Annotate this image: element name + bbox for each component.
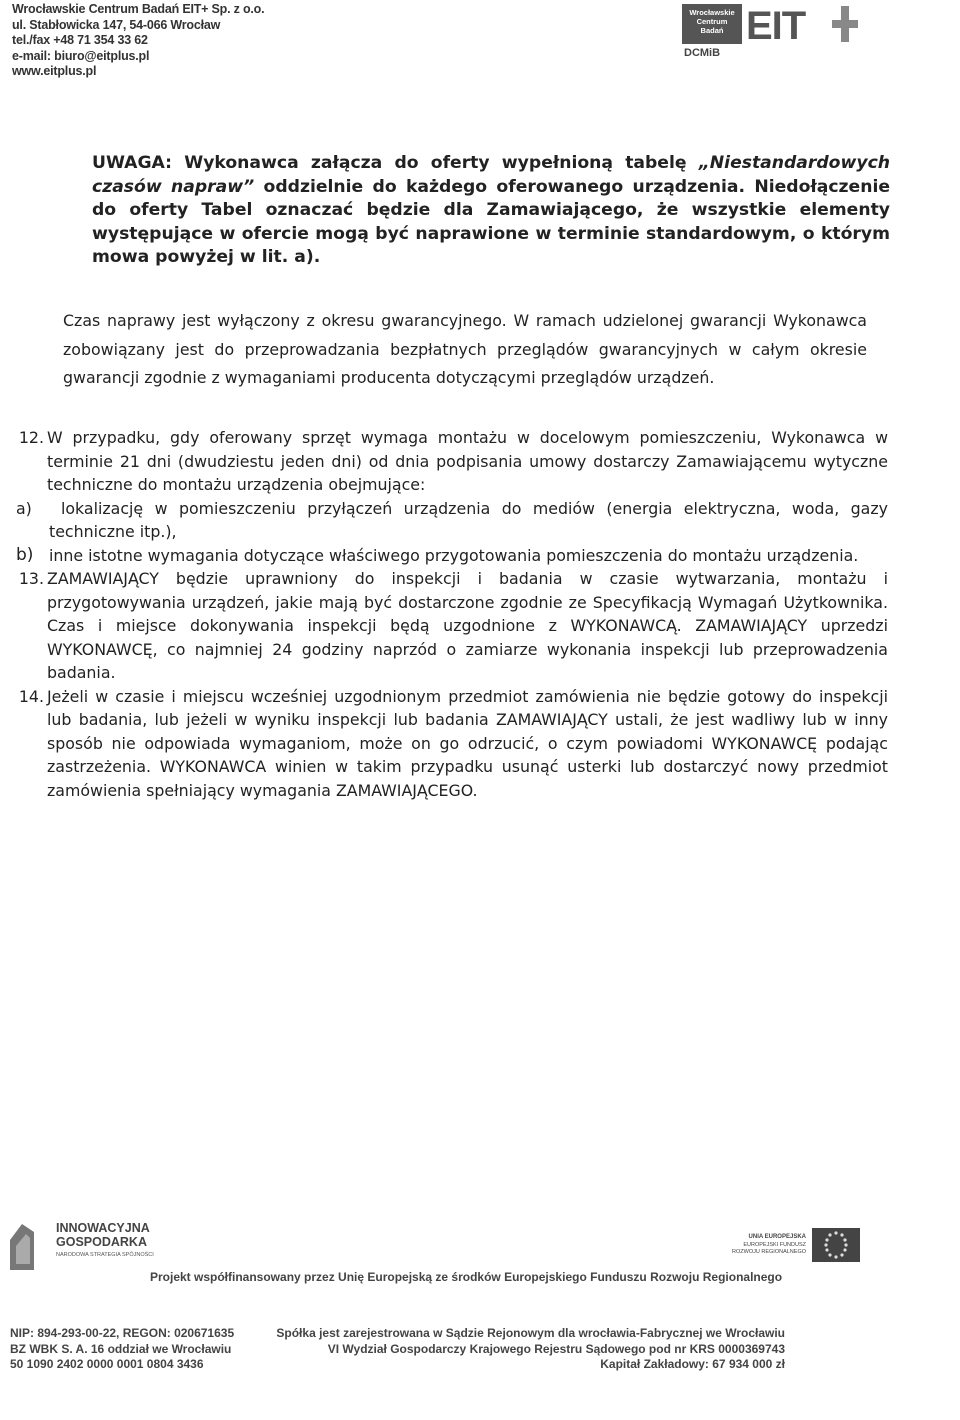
company-phone: tel./fax +48 71 354 33 62 (12, 33, 148, 47)
ig-line2: GOSPODARKA (56, 1235, 147, 1249)
project-cofinancing-note: Projekt współfinansowany przez Unię Europejską ze środków Europejskiego Funduszu Rozwoju Regionalnego (150, 1270, 783, 1284)
sub-item (16, 544, 888, 568)
plus-icon (832, 6, 858, 42)
notice-italic: „Niestandardowych czasów napraw” (92, 153, 890, 197)
sub-item-text: lokalizację w pomieszczeniu przyłączeń urządzenia do mediów (energia elektryczna, woda, gazy techniczne itp.), (49, 498, 888, 541)
item-text: ZAMAWIAJĄCY będzie uprawniony do inspekcji i badania w czasie wytwarzania, montażu i przygotowywania urządzeń, jakie mają być dostarczone zgodnie ze Specyfikacją Wymagań Użytkownika. Czas i miejsce dokonywania inspekcji będą uzgodnione z WYKONAWCĄ. ZAMAWIAJĄCY uprzedzi WYKONAWCĘ, co najmniej 24 godziny naprzód o zamiarze wykonania inspekcji lub przeprowadzenia badania. (47, 569, 888, 682)
notice-paragraph (92, 152, 890, 270)
sub-item-label: b) (16, 544, 34, 565)
notice-text-1: UWAGA: Wykonawca załącza do oferty wypełnioną tabelę (92, 153, 699, 173)
footer-registration (276, 1326, 785, 1373)
notice-text-2: oddzielnie do każdego oferowanego urządzenia. Niedołączenie do oferty Tabel oznaczać będzie dla Zamawiającego, że wszystkie elementy występujące w ofercie mogą być naprawione w terminie standardowym, o którym mowa powyżej w lit. a). (92, 176, 891, 267)
ig-line1: INNOWACYJNA (56, 1221, 150, 1235)
item-number: 14. (18, 686, 44, 706)
company-address: ul. Stabłowicka 147, 54-066 Wrocław (12, 17, 221, 32)
ig-line3: NARODOWA STRATEGIA SPÓJNOŚCI (56, 1252, 154, 1258)
logo-box-line: Centrum (696, 17, 728, 26)
logo-box-line: Wrocławskie (689, 8, 735, 17)
item-text: Jeżeli w czasie i miejscu wcześniej uzgodnionym przedmiot zamówienia nie będzie gotowy do inspekcji lub badania, lub jeżeli w wyniku inspekcji lub badania ZAMAWIAJĄCY ustali, że jest wadliwy lub w inny sposób nie odpowiada wymaganiom, może on go odrzucić, o czym powiadomi WYKONAWCĘ podając zastrzeżenia. WYKONAWCA winien w takim przypadku usunąć usterki lub dostarczyć nowy przedmiot zamówienia spełniający wymagania ZAMAWIAJĄCEGO. (47, 686, 888, 800)
sub-item-text: inne istotne wymagania dotyczące właściwego przygotowania pomieszczenia do montażu urządzenia. (49, 545, 859, 565)
item-text: W przypadku, gdy oferowany sprzęt wymaga montażu w docelowym pomieszczeniu, Wykonawca w terminie 21 dni (dwudziestu jeden dni) od dnia podpisania umowy dostarczy Zamawiającemu wytyczne techniczne do montażu urządzenia obejmujące: (47, 428, 888, 494)
eit-logo-box (682, 4, 742, 44)
footer-court-2: VI Wydział Gospodarczy Krajowego Rejestru Sądowego pod nr KRS 0000369743 (327, 1341, 785, 1356)
footer-nip: NIP: 894-293-00-22, REGON: 020671635 (10, 1326, 235, 1340)
eu-logo (728, 1226, 862, 1266)
company-website: www.eitplus.pl (12, 64, 97, 78)
item-number: 12. (18, 428, 44, 447)
footer-capital: Kapitał Zakładowy: 67 934 000 zł (600, 1357, 785, 1371)
company-name: Wrocławskie Centrum Badań EIT+ Sp. z o.o. (12, 2, 265, 16)
footer-bank: BZ WBK S. A. 16 oddział we Wrocławiu (10, 1341, 232, 1356)
eu-line2: EUROPEJSKI FUNDUSZ (743, 1242, 806, 1248)
innowacyjna-gospodarka-logo (8, 1212, 168, 1272)
company-email: e-mail: biuro@eitplus.pl (12, 48, 150, 63)
eu-line1: UNIA EUROPEJSKA (748, 1234, 806, 1240)
list-item (16, 426, 888, 567)
footer-company-ids (10, 1326, 234, 1373)
sub-item (16, 497, 888, 544)
footer-account: 50 1090 2402 0000 0001 0804 3436 (10, 1357, 204, 1371)
eit-logo (682, 4, 860, 62)
warranty-paragraph: Czas naprawy jest wyłączony z okresu gwarancyjnego. W ramach udzielonej gwarancji Wykonawca zobowiązany jest do przeprowadzania bezpłatnych przeglądów gwarancyjnych w całym okresie gwarancji zgodnie z wymaganiami producenta dotyczącymi przeglądów urządzeń. (63, 311, 867, 387)
eu-line3: ROZWOJU REGIONALNEGO (732, 1249, 806, 1255)
list-item (16, 685, 888, 803)
company-contact-block (12, 2, 264, 80)
dcmib-label: DCMiB (684, 47, 721, 59)
item-number: 13. (18, 569, 44, 588)
logo-box-line: Badań (700, 26, 724, 35)
sub-item-label: a) (16, 498, 32, 518)
numbered-list (16, 426, 888, 802)
list-item (16, 567, 888, 685)
eit-logo-text: EIT (746, 4, 806, 48)
footer-court-1: Spółka jest zarejestrowana w Sądzie Rejonowym dla wrocławia-Fabrycznej we Wrocławiu (276, 1326, 785, 1340)
